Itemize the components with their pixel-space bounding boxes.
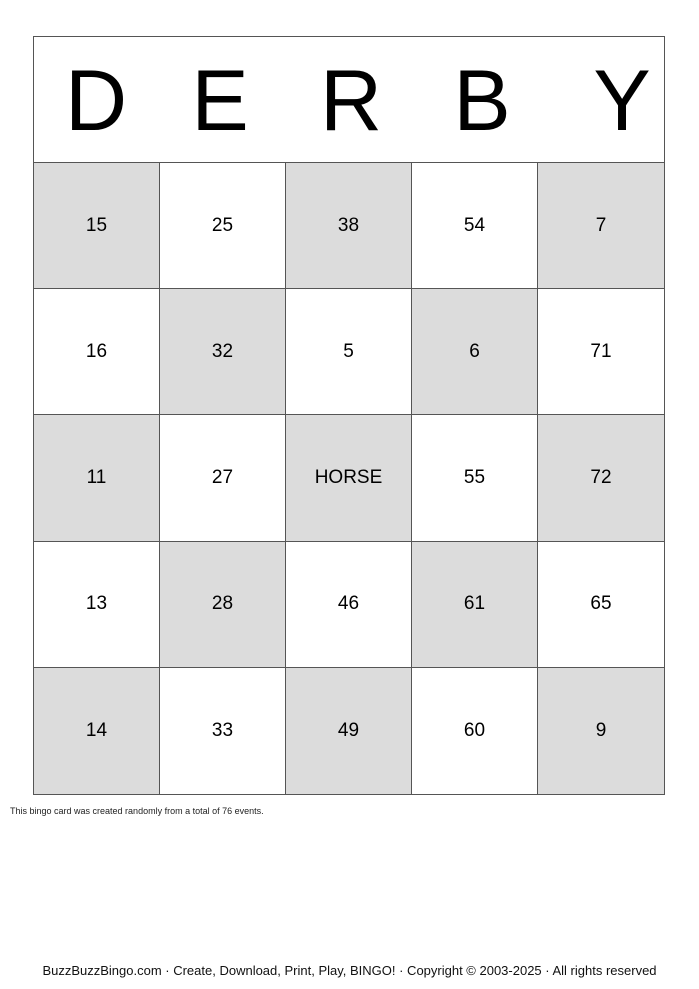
- generation-note: This bingo card was created randomly from a total of 76 events.: [10, 806, 264, 816]
- bingo-cell: 9: [538, 668, 664, 794]
- bingo-cell: 13: [34, 542, 160, 668]
- bingo-cell: 28: [160, 542, 286, 668]
- header-letter-y: Y: [593, 53, 651, 149]
- bingo-cell: 14: [34, 668, 160, 794]
- bingo-grid: [34, 163, 664, 794]
- bingo-cell: 38: [286, 163, 412, 289]
- bingo-cell: 71: [538, 289, 664, 415]
- bingo-cell: 46: [286, 542, 412, 668]
- bingo-cell: 6: [412, 289, 538, 415]
- bingo-cell: 15: [34, 163, 160, 289]
- bingo-cell: 49: [286, 668, 412, 794]
- bingo-cell: 60: [412, 668, 538, 794]
- bingo-cell: 54: [412, 163, 538, 289]
- header-letter-b: B: [453, 53, 511, 149]
- page-footer: BuzzBuzzBingo.com · Create, Download, Print, Play, BINGO! · Copyright © 2003-2025 · All rights reserved: [42, 963, 657, 978]
- header-letter-r: R: [319, 53, 383, 149]
- bingo-cell: 25: [160, 163, 286, 289]
- bingo-cell: 65: [538, 542, 664, 668]
- bingo-card: [33, 36, 665, 795]
- bingo-cell: 55: [412, 415, 538, 541]
- bingo-cell: 5: [286, 289, 412, 415]
- bingo-cell: 32: [160, 289, 286, 415]
- bingo-cell: 7: [538, 163, 664, 289]
- bingo-header: [34, 37, 664, 163]
- bingo-cell: 33: [160, 668, 286, 794]
- header-letter-d: D: [64, 53, 128, 149]
- bingo-cell: 16: [34, 289, 160, 415]
- bingo-cell: 27: [160, 415, 286, 541]
- bingo-cell: 61: [412, 542, 538, 668]
- bingo-free-cell: HORSE: [286, 415, 412, 541]
- header-letter-e: E: [191, 53, 249, 149]
- bingo-cell: 72: [538, 415, 664, 541]
- bingo-cell: 11: [34, 415, 160, 541]
